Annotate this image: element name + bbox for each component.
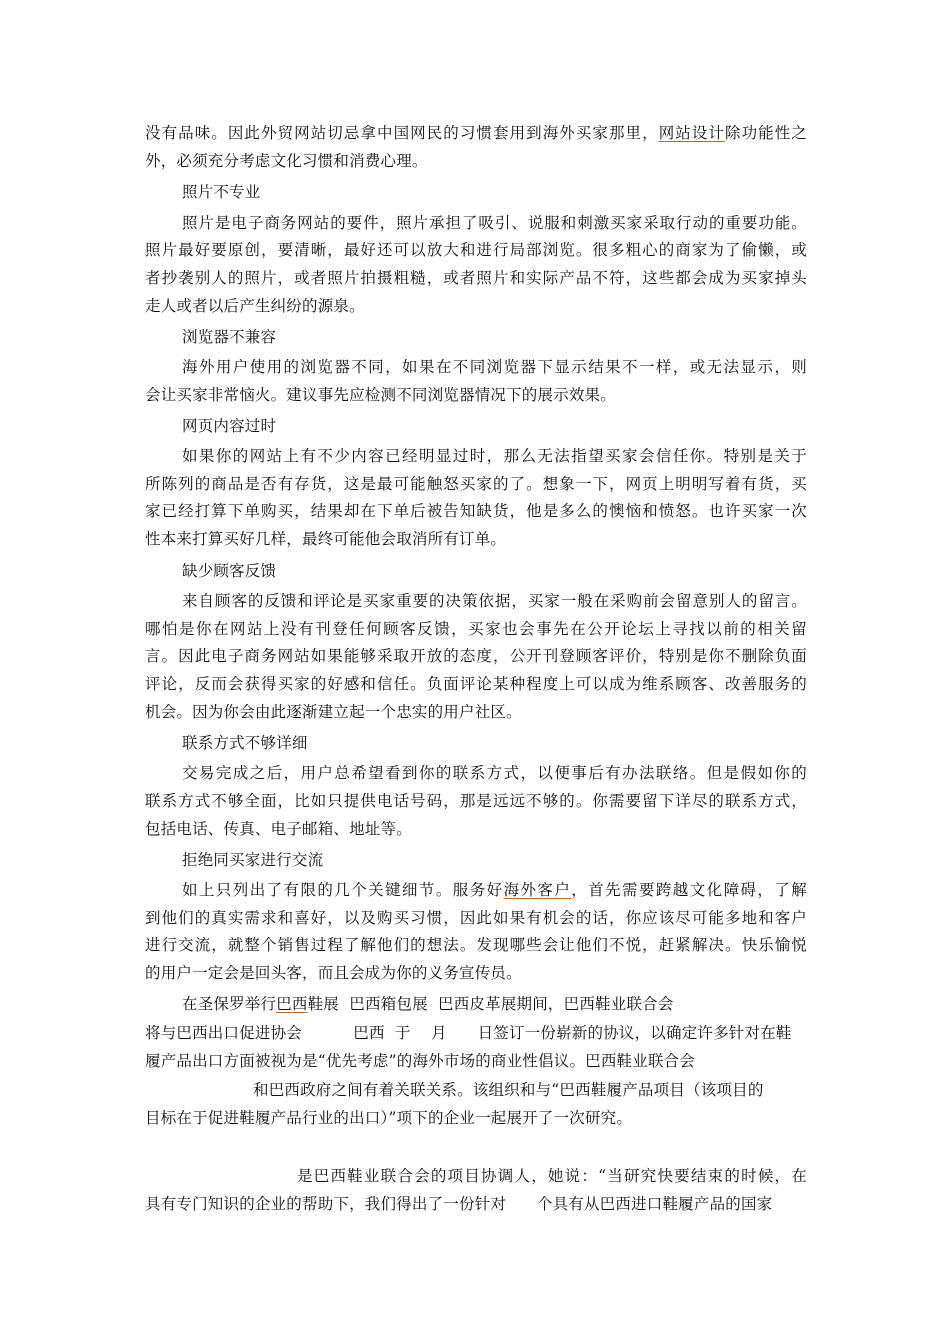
paragraph-line: 交易完成之后，用户总希望看到你的联系方式，以便事后有办法联络。但是假如你的 [182, 764, 807, 782]
paragraph-line: 评论，反而会获得买家的好感和信任。负面评论某种程度上可以成为维系顾客、改善服务的 [145, 675, 807, 693]
paragraph-line: 包括电话、传真、电子邮箱、地址等。 [145, 820, 412, 838]
paragraph-line: 哪怕是你在网站上没有刊登任何顾客反馈，买家也会事先在公开论坛上寻找以前的相关留 [145, 620, 807, 638]
section-heading: 浏览器不兼容 [182, 328, 277, 346]
paragraph-line: 进行交流，就整个销售过程了解他们的想法。发现哪些会让他们不悦，赶紧解决。快乐愉悦 [145, 936, 807, 954]
paragraph-line: 会让买家非常恼火。建议事先应检测不同浏览器情况下的展示效果。 [145, 386, 617, 404]
link-brazil[interactable]: 巴西 [276, 995, 308, 1013]
link-website-design[interactable]: 网站设计 [658, 124, 725, 142]
section-heading: 联系方式不够详细 [182, 734, 308, 752]
paragraph-line: 性本来打算买好几样，最终可能他会取消所有订单。 [145, 530, 507, 548]
paragraph-line: 照片是电子商务网站的要件，照片承担了吸引、说服和刺激买家采取行动的重要功能。 [182, 214, 807, 232]
paragraph-line: 言。因此电子商务网站如果能够采取开放的态度，公开刊登顾客评价，特别是你不删除负面 [145, 647, 807, 665]
paragraph-line: 没有品味。因此外贸网站切忌拿中国网民的习惯套用到海外买家那里，网站设计除功能性之 [145, 124, 807, 142]
paragraph-line: 如果你的网站上有不少内容已经明显过时，那么无法指望买家会信任你。特别是关于 [182, 447, 807, 465]
paragraph-line: 者抄袭别人的照片，或者照片拍摄粗糙，或者照片和实际产品不符，这些都会成为买家掉头 [145, 269, 807, 287]
paragraph-line: 如上只列出了有限的几个关键细节。服务好海外客户，首先需要跨越文化障碍，了解 [182, 881, 807, 899]
paragraph-line: 联系方式不够全面，比如只提供电话号码，那是远远不够的。你需要留下详尽的联系方式， [145, 792, 807, 810]
paragraph-line: 外，必须充分考虑文化习惯和消费心理。 [145, 152, 428, 170]
paragraph-line: 的用户一定会是回头客，而且会成为你的义务宣传员。 [145, 964, 522, 982]
paragraph-line: 履产品出口方面被视为是“优先考虑”的海外市场的商业性倡议。巴西鞋业联合会 [145, 1052, 696, 1070]
paragraph-line: 海外用户使用的浏览器不同，如果在不同浏览器下显示结果不一样，或无法显示，则 [182, 358, 807, 376]
section-heading: 拒绝同买家进行交流 [182, 851, 324, 869]
paragraph-line: 走人或者以后产生纠纷的源泉。 [145, 297, 365, 315]
section-heading: 网页内容过时 [182, 417, 277, 435]
section-heading: 照片不专业 [182, 183, 261, 201]
section-heading: 缺少顾客反馈 [182, 562, 277, 580]
paragraph-line: 家已经打算下单购买，结果却在下单后被告知缺货，他是多么的懊恼和愤怒。也许买家一次 [145, 502, 807, 520]
paragraph-line: 机会。因为你会由此逐渐建立起一个忠实的用户社区。 [145, 703, 522, 721]
link-overseas-customers[interactable]: 海外客户 [503, 881, 572, 899]
paragraph-line: 所陈列的商品是否有存货，这是最可能触怒买家的了。想象一下，网页上明明写着有货，买 [145, 475, 807, 493]
paragraph-line: 在圣保罗举行巴西鞋展 巴西箱包展 巴西皮革展期间，巴西鞋业联合会 [182, 995, 674, 1013]
paragraph-line: 到他们的真实需求和喜好，以及购买习惯，因此如果有机会的话，你应该尽可能多地和客户 [145, 909, 807, 927]
paragraph-line: 来自顾客的反馈和评论是买家重要的决策依据，买家一般在采购前会留意别人的留言。 [182, 592, 807, 610]
paragraph-line: 目标在于促进鞋履产品行业的出口）”项下的企业一起展开了一次研究。 [145, 1109, 633, 1127]
paragraph-line: 具有专门知识的企业的帮助下，我们得出了一份针对 个具有从巴西进口鞋履产品的国家 [145, 1195, 773, 1213]
paragraph-line: 是巴西鞋业联合会的项目协调人，她说：“当研究快要结束的时候，在 [297, 1167, 807, 1185]
paragraph-line: 照片最好要原创，要清晰，最好还可以放大和进行局部浏览。很多粗心的商家为了偷懒，或 [145, 241, 807, 259]
paragraph-line: 将与巴西出口促进协会 巴西 于 月 日签订一份崭新的协议，以确定许多针对在鞋 [145, 1024, 792, 1042]
paragraph-line: 和巴西政府之间有着关联关系。该组织和与“巴西鞋履产品项目（该项目的 [253, 1081, 764, 1099]
